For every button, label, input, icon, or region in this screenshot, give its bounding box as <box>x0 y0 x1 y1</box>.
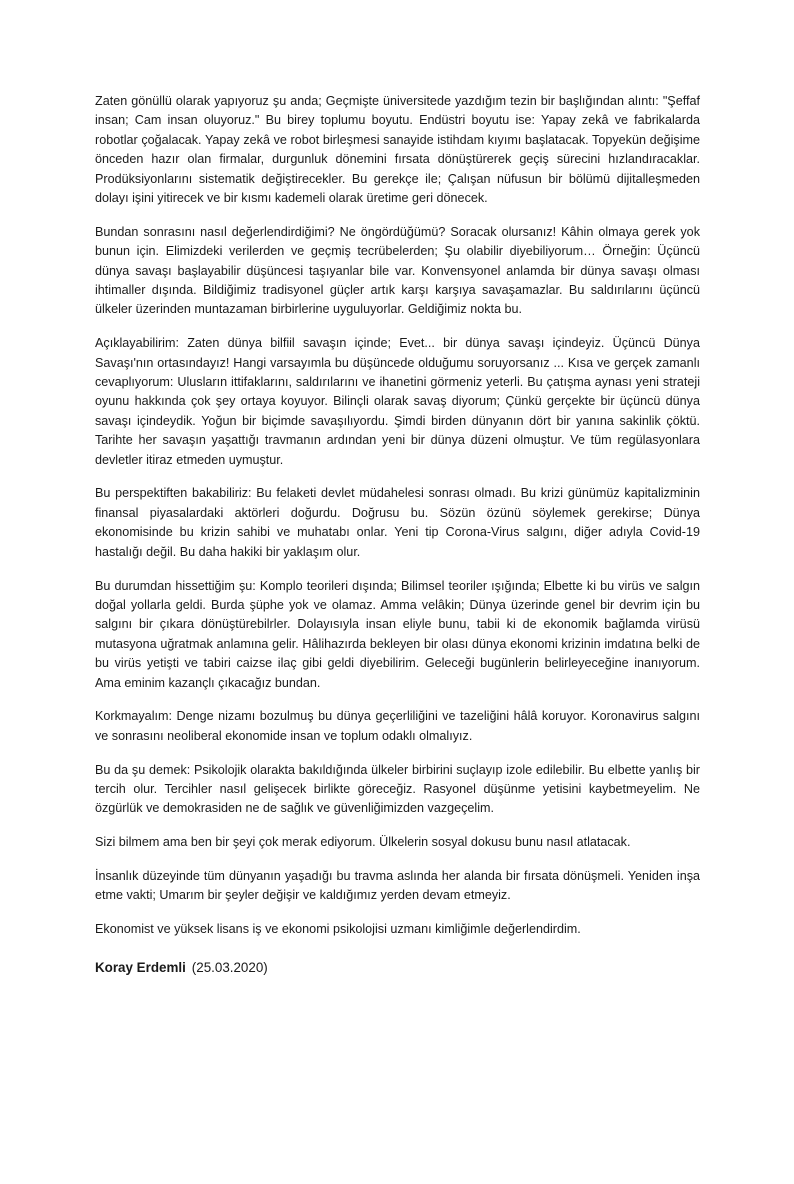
article-body <box>95 92 700 977</box>
paragraph-10: Ekonomist ve yüksek lisans iş ve ekonomi psikolojisi uzmanı kimliğimle değerlendirdim. <box>95 922 581 937</box>
paragraph-6: Korkmayalım: Denge nizamı bozulmuş bu dünya geçerliliğini ve tazeliğini hâlâ koruyor. Koronavirus salgını ve sonrasını neoliberal ekonomide insan ve toplum odaklı olmalıyız. <box>95 709 700 743</box>
paragraph-8: Sizi bilmem ama ben bir şeyi çok merak ediyorum. Ülkelerin sosyal dokusu bunu nasıl atlatacak. <box>95 835 631 850</box>
paragraph-2: Bundan sonrasını nasıl değerlendirdiğimi? Ne öngördüğümü? Soracak olursanız! Kâhin olmaya gerek yok bunun için. Elimizdeki verilerden ve geçmiş tecrübelerden; Şu olabilir diyebiliyorum… Örneğin: Üçüncü dünya savaşı başlayabilir düşüncesi taşıyanlar bile var. Konvensyonel anlamda bir dünya savaşı olması ihtimaller dışında. Bildiğimiz tradisyonel güçler artık karşı karşıya savaşamazlar. Bu saldırılarını üçüncü ülkeler üzerinden muntazaman birbirlerine uyguluyorlar. Geldiğimiz nokta bu. <box>95 224 700 317</box>
paragraph-4: Bu perspektiften bakabiliriz: Bu felaketi devlet müdahelesi sonrası olmadı. Bu krizi günümüz kapitalizminin finansal piyasalardaki aktörleri doğurdu. Doğrusu bu. Sözün özünü söylemek gerekirse; Dünya ekonomisinde bu krizin sahibi ve muhatabı onlar. Yeni tip Corona-Virus salgını, diğer adıyla Covid-19 hastalığı değil. Bu daha hakiki bir yaklaşım olur. <box>95 486 700 559</box>
paragraph-1: Zaten gönüllü olarak yapıyoruz şu anda; Geçmişte üniversitede yazdığım tezin bir başlığından alıntı: "Şeffaf insan; Cam insan oluyoruz." Bu birey toplumu boyutu. Endüstri boyutu ise: Yapay zekâ ve fabrikalarda robotlar çoğalacak. Yapay zekâ ve robot birleşmesi sanayide istihdam kıyımı başlatacak. Topyekün değişime önceden hazır olan firmalar, durgunluk dönemini fırsata dönüştürerek geçiş sürecini hızlandıracaklar. Prodüksiyonlarını sistematik değiştirecekler. Bu gerekçe ile; Çalışan nüfusun bir bölümü dijitalleşmeden dolayı işini yitirecek ve bir kısmı kademeli olarak üretime geri dönecek. <box>95 94 700 206</box>
author-date: (25.03.2020) <box>191 959 268 975</box>
author-name: Koray Erdemli <box>95 959 186 975</box>
paragraph-3: Açıklayabilirim: Zaten dünya bilfiil savaşın içinde; Evet... bir dünya savaşı içindeyiz. Üçüncü Dünya Savaşı'nın ortasındayız! Hangi varsayımla bu düşüncede olduğumu soruyorsanız ... Kısa ve gerçek zamanlı cevaplıyorum: Ulusların ittifaklarını, saldırılarını ve ihanetini görmeniz yeterli. Bu çatışma aynası yeni strateji oyunu hakkında çok şey ortaya koyuyor. Bilinçli olarak savaş diyorum; Çünkü gerçekte bir üçüncü dünya savaşı içindeydik. Yoğun bir biçimde savaşılıyordu. Şimdi birden dünyanın dört bir yanına sakinlik çöktü. Tarihte her savaşın yaşattığı travmanın ardından yeni bir dünya düzeni olmuştur. Ve tüm regülasyonlara devletler itiraz etmeden uymuştur. <box>95 336 700 467</box>
paragraph-5: Bu durumdan hissettiğim şu: Komplo teorileri dışında; Bilimsel teoriler ışığında; Elbette ki bu virüs ve salgın doğal yollarla geldi. Burda şüphe yok ve olamaz. Amma velâkin; Dünya üzerinde genel bir devrim için bu salgını bir çıkara dönüştürebilrler. Dolayısıyla insan eliyle bunu, tabii ki de ekonomik bağlamda virüsü mutasyona uğratmak anlamına gelir. Hâlihazırda bekleyen bir olası dünya ekonomi krizinin imdatına belki de bu virüs yetişti ve tabiri caizse ilaç gibi geldi diyebilirim. Geleceği bugünlerin belirleyeceğine inanıyorum. Ama eminim kazançlı çıkacağız bundan. <box>95 578 700 690</box>
paragraph-9: İnsanlık düzeyinde tüm dünyanın yaşadığı bu travma aslında her alanda bir fırsata dönüşmeli. Yeniden inşa etme vakti; Umarım bir şeyler değişir ve kaldığımız yerden devam etmeyiz. <box>95 868 700 903</box>
author-signature <box>95 958 700 977</box>
paragraph-7: Bu da şu demek: Psikolojik olarakta bakıldığında ülkeler birbirini suçlayıp izole edilebilir. Bu elbette yanlış bir tercih olur. Tercihler nasıl gelişecek birlikte göreceğiz. Rasyonel düşünme yetisini kaybetmeyelim. Ne özgürlük ve demokrasiden ne de sağlık ve güvenliğimizden vazgeçelim. <box>95 762 700 816</box>
